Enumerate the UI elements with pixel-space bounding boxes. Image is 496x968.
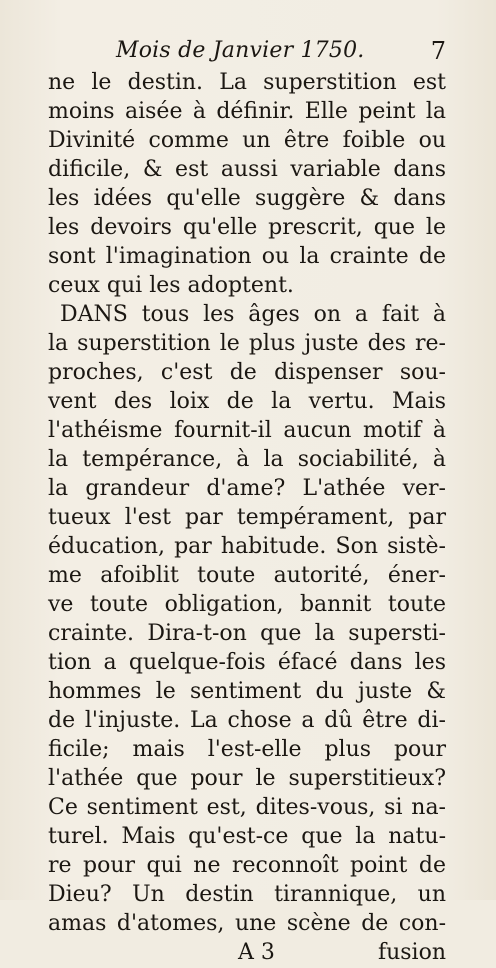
signature-mark: A 3 xyxy=(238,940,275,965)
text-line: ficile; mais l'est-elle plus pour xyxy=(48,737,446,762)
text-line: turel. Mais qu'est-ce que la natu- xyxy=(48,824,446,849)
text-line: l'athéisme fournit-il aucun motif à xyxy=(48,418,446,443)
text-line: éducation, par habitude. Son sistè- xyxy=(48,534,446,559)
text-line: crainte. Dira-t-on que la supersti- xyxy=(48,621,446,646)
text-line: ve toute obligation, bannit toute xyxy=(48,592,446,617)
running-title: Mois de Janvier 1750. xyxy=(116,38,365,63)
text-line: les idées qu'elle suggère & dans xyxy=(48,186,446,211)
text-line: Divinité comme un être foible ou xyxy=(48,128,446,153)
text-line: vent des loix de la vertu. Mais xyxy=(48,389,446,414)
text-line: de l'injuste. La chose a dû être di- xyxy=(48,708,446,733)
catchword: fusion xyxy=(377,940,446,965)
text-line: sont l'imagination ou la crainte de xyxy=(48,244,446,269)
body-text xyxy=(48,68,446,938)
text-line: amas d'atomes, une scène de con- xyxy=(48,911,446,936)
text-line: la grandeur d'ame? L'athée ver- xyxy=(48,476,446,501)
text-line: la tempérance, à la sociabilité, à xyxy=(48,447,446,472)
text-line: re pour qui ne reconnoît point de xyxy=(48,853,446,878)
text-line: la superstition le plus juste des re- xyxy=(48,331,446,356)
text-line: proches, c'est de dispenser sou- xyxy=(48,360,446,385)
text-line: moins aisée à définir. Elle peint la xyxy=(48,99,446,124)
page-number: 7 xyxy=(430,37,446,65)
text-line: les devoirs qu'elle prescrit, que le xyxy=(48,215,446,240)
paragraph-start-line: DANS tous les âges on a fait à xyxy=(60,302,446,327)
text-line: tueux l'est par tempérament, par xyxy=(48,505,446,530)
text-line: Ce sentiment est, dites-vous, si na- xyxy=(48,795,446,820)
text-line: l'athée que pour le superstitieux? xyxy=(48,766,446,791)
text-line: Dieu? Un destin tirannique, un xyxy=(48,882,446,907)
text-line: ceux qui les adoptent. xyxy=(48,273,294,298)
text-line: tion a quelque-fois éfacé dans les xyxy=(48,650,446,675)
text-line: hommes le sentiment du juste & xyxy=(48,679,446,704)
page-header xyxy=(48,34,446,68)
page-footer xyxy=(48,938,446,968)
text-line: dificile, & est aussi variable dans xyxy=(48,157,446,182)
text-line: me afoiblit toute autorité, éner- xyxy=(48,563,446,588)
text-line: ne le destin. La superstition est xyxy=(48,70,446,95)
